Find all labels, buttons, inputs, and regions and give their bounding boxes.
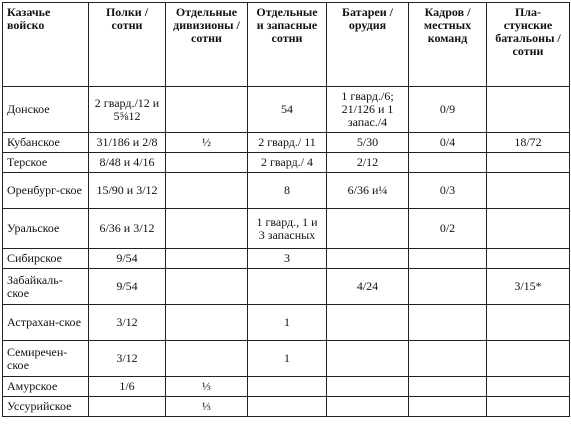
sotnias-cell (248, 269, 327, 305)
header-separate-reserve-sotnias: Отдельные и запасные сотни (248, 3, 327, 87)
header-row (3, 3, 570, 87)
divisions-cell (166, 249, 248, 269)
sotnias-cell: 1 (248, 341, 327, 377)
divisions-cell (166, 173, 248, 209)
regiments-cell: 6/36 и 3/12 (89, 209, 166, 249)
host-name-cell: Уральское (3, 209, 89, 249)
host-name-cell: Сибирское (3, 249, 89, 269)
host-name-cell: Терское (3, 153, 89, 173)
regiments-cell: 31/186 и 2/8 (89, 133, 166, 153)
regiments-cell: 2 гвард./12 и 5⅝12 (89, 87, 166, 133)
sotnias-cell: 2 гвард./ 4 (248, 153, 327, 173)
batteries-cell (327, 341, 409, 377)
regiments-cell (89, 397, 166, 417)
table-row (3, 173, 570, 209)
divisions-cell: ⅓ (166, 397, 248, 417)
divisions-cell (166, 305, 248, 341)
table-row (3, 305, 570, 341)
regiments-cell: 8/48 и 4/16 (89, 153, 166, 173)
host-name-cell: Уссурийское (3, 397, 89, 417)
cadres-cell: 0/3 (409, 173, 487, 209)
header-host: Казачье войско (3, 3, 89, 87)
table-row (3, 133, 570, 153)
plastun-cell: 18/72 (487, 133, 570, 153)
table-row (3, 377, 570, 397)
batteries-cell (327, 249, 409, 269)
cadres-cell (409, 377, 487, 397)
divisions-cell (166, 341, 248, 377)
batteries-cell (327, 209, 409, 249)
cadres-cell: 0/4 (409, 133, 487, 153)
batteries-cell: 4/24 (327, 269, 409, 305)
host-name-cell: Кубанское (3, 133, 89, 153)
plastun-cell (487, 341, 570, 377)
cadres-cell (409, 269, 487, 305)
plastun-cell (487, 249, 570, 269)
header-regiments: Полки / сотни (89, 3, 166, 87)
header-plastun-battalions: Пла-стунские батальоны / сотни (487, 3, 570, 87)
host-name-cell: Забайкаль-ское (3, 269, 89, 305)
cadres-cell (409, 153, 487, 173)
batteries-cell: 2/12 (327, 153, 409, 173)
table-row (3, 153, 570, 173)
divisions-cell (166, 87, 248, 133)
batteries-cell: 5/30 (327, 133, 409, 153)
regiments-cell: 1/6 (89, 377, 166, 397)
table-row (3, 249, 570, 269)
plastun-cell: 3/15* (487, 269, 570, 305)
plastun-cell (487, 173, 570, 209)
sotnias-cell (248, 397, 327, 417)
regiments-cell: 9/54 (89, 249, 166, 269)
batteries-cell (327, 397, 409, 417)
host-name-cell: Астрахан-ское (3, 305, 89, 341)
sotnias-cell (248, 377, 327, 397)
cadres-cell (409, 397, 487, 417)
cadres-cell: 0/2 (409, 209, 487, 249)
host-name-cell: Амурское (3, 377, 89, 397)
regiments-cell: 15/90 и 3/12 (89, 173, 166, 209)
divisions-cell (166, 209, 248, 249)
header-cadres: Кадров / местных команд (409, 3, 487, 87)
sotnias-cell: 1 гвард., 1 и 3 запасных (248, 209, 327, 249)
sotnias-cell: 54 (248, 87, 327, 133)
plastun-cell (487, 377, 570, 397)
host-name-cell: Оренбург-ское (3, 173, 89, 209)
sotnias-cell: 8 (248, 173, 327, 209)
divisions-cell (166, 153, 248, 173)
host-name-cell: Донское (3, 87, 89, 133)
batteries-cell (327, 305, 409, 341)
regiments-cell: 3/12 (89, 341, 166, 377)
table-row (3, 209, 570, 249)
header-batteries: Батареи / орудия (327, 3, 409, 87)
cadres-cell (409, 305, 487, 341)
batteries-cell: 6/36 и¼ (327, 173, 409, 209)
plastun-cell (487, 153, 570, 173)
plastun-cell (487, 397, 570, 417)
table-row (3, 397, 570, 417)
divisions-cell: ⅓ (166, 377, 248, 397)
plastun-cell (487, 209, 570, 249)
batteries-cell (327, 377, 409, 397)
regiments-cell: 3/12 (89, 305, 166, 341)
cadres-cell (409, 249, 487, 269)
divisions-cell (166, 269, 248, 305)
sotnias-cell: 1 (248, 305, 327, 341)
cadres-cell: 0/9 (409, 87, 487, 133)
host-name-cell: Семиречен-ское (3, 341, 89, 377)
table-row (3, 87, 570, 133)
sotnias-cell: 2 гвард./ 11 (248, 133, 327, 153)
table-row (3, 269, 570, 305)
cossack-forces-table (2, 2, 570, 417)
header-separate-divisions: Отдельные дивизионы / сотни (166, 3, 248, 87)
sotnias-cell: 3 (248, 249, 327, 269)
batteries-cell: 1 гвард./6; 21/126 и 1 запас./4 (327, 87, 409, 133)
plastun-cell (487, 87, 570, 133)
plastun-cell (487, 305, 570, 341)
regiments-cell: 9/54 (89, 269, 166, 305)
table-row (3, 341, 570, 377)
divisions-cell: ½ (166, 133, 248, 153)
cadres-cell (409, 341, 487, 377)
